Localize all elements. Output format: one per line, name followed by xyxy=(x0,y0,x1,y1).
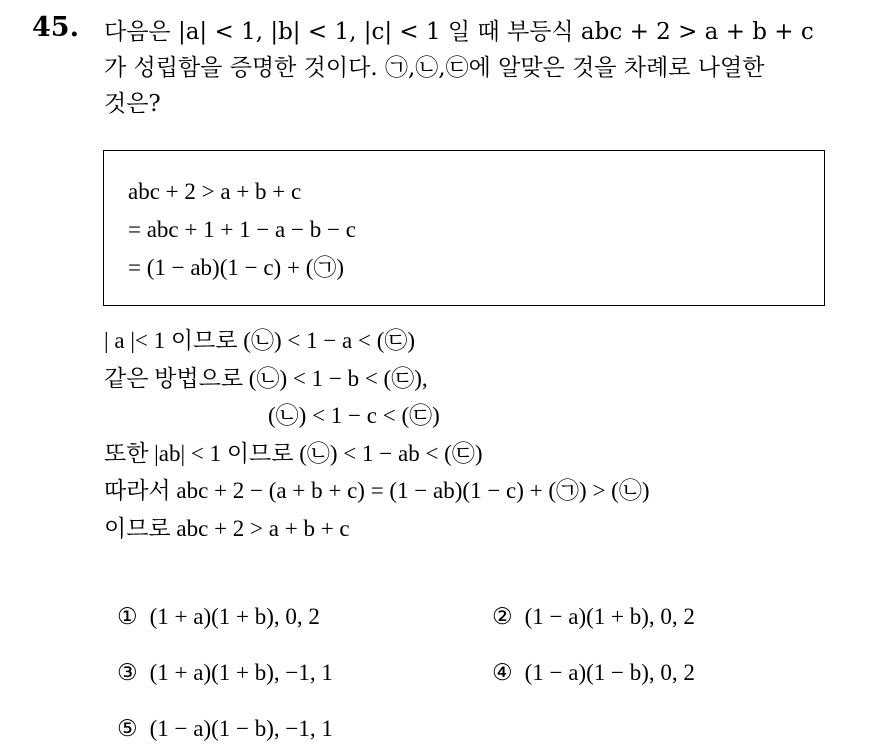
choice-text: (1 + a)(1 + b), 0, 2 xyxy=(149,604,320,629)
proof-line: = (1 − ab)(1 − c) + (㉠) xyxy=(128,255,345,280)
choice-mark: ④ xyxy=(492,660,513,685)
solution-line: | a |< 1 이므로 (㉡) < 1 − a < (㉢) xyxy=(104,328,416,353)
proof-lines xyxy=(128,173,356,287)
stem-line: 다음은 |a| < 1, |b| < 1, |c| < 1 일 때 부등식 abc + 2 > a + b + c xyxy=(104,19,814,45)
solution-line: 같은 방법으로 (㉡) < 1 − b < (㉢), xyxy=(104,365,428,391)
choice-text: (1 + a)(1 + b), −1, 1 xyxy=(149,660,333,685)
solution-text xyxy=(104,322,650,548)
solution-line: 이므로 abc + 2 > a + b + c xyxy=(104,515,350,541)
choice-4[interactable] xyxy=(492,660,695,686)
choice-mark: ③ xyxy=(117,660,138,685)
choice-text: (1 − a)(1 + b), 0, 2 xyxy=(524,604,695,629)
solution-line: (㉡) < 1 − c < (㉢) xyxy=(268,403,440,429)
solution-line: 또한 |ab| < 1 이므로 (㉡) < 1 − ab < (㉢) xyxy=(104,440,483,466)
choice-3[interactable] xyxy=(117,660,333,686)
proof-line: = abc + 1 + 1 − a − b − c xyxy=(128,217,356,242)
choice-mark: ① xyxy=(117,604,138,629)
question-stem xyxy=(104,14,874,122)
choice-text: (1 − a)(1 − b), 0, 2 xyxy=(524,660,695,685)
question-number: 45. xyxy=(32,12,79,43)
choice-2[interactable] xyxy=(492,604,695,630)
proof-line: abc + 2 > a + b + c xyxy=(128,179,302,204)
choice-5[interactable] xyxy=(117,716,333,742)
choice-1[interactable] xyxy=(117,604,320,630)
stem-line: 가 성립함을 증명한 것이다. ㉠,㉡,㉢에 알맞은 것을 차례로 나열한 xyxy=(104,55,765,81)
choice-mark: ⑤ xyxy=(117,716,138,741)
stem-line: 것은? xyxy=(104,91,161,117)
solution-line: 따라서 abc + 2 − (a + b + c) = (1 − ab)(1 − c) + (㉠) > (㉡) xyxy=(104,478,650,504)
proof-box xyxy=(103,150,825,306)
choice-text: (1 − a)(1 − b), −1, 1 xyxy=(149,716,333,741)
choice-mark: ② xyxy=(492,604,513,629)
